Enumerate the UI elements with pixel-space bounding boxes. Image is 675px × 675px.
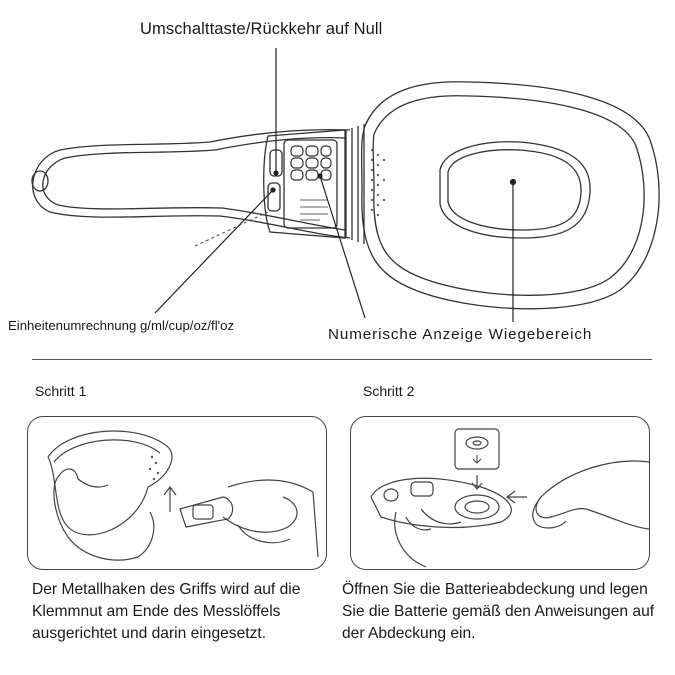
step1-illustration [27, 416, 327, 570]
weighing-area [440, 142, 590, 238]
label-unit-conversion: Einheitenumrechnung g/ml/cup/oz/fl'oz [8, 318, 235, 333]
lcd-display [284, 140, 337, 228]
hanging-hole [32, 171, 48, 191]
step1-caption: Der Metallhaken des Griffs wird auf die Klemmnut am Ende des Messlöffels ausgerichtet und darin eingesetzt. [32, 581, 301, 643]
step2-caption: Öffnen Sie die Batterieabdeckung und legen Sie die Batterie gemäß den Anweisungen auf der Abdeckung ein. [342, 581, 655, 643]
label-display-range: Numerische Anzeige Wiegebereich [328, 326, 593, 343]
section-divider [32, 359, 652, 360]
step1-title: Schritt 1 [35, 383, 87, 399]
step2-title: Schritt 2 [363, 383, 415, 399]
step2-illustration [350, 416, 650, 570]
unit-button [268, 183, 280, 211]
label-tare-button: Umschalttaste/Rückkehr auf Null [140, 20, 383, 38]
